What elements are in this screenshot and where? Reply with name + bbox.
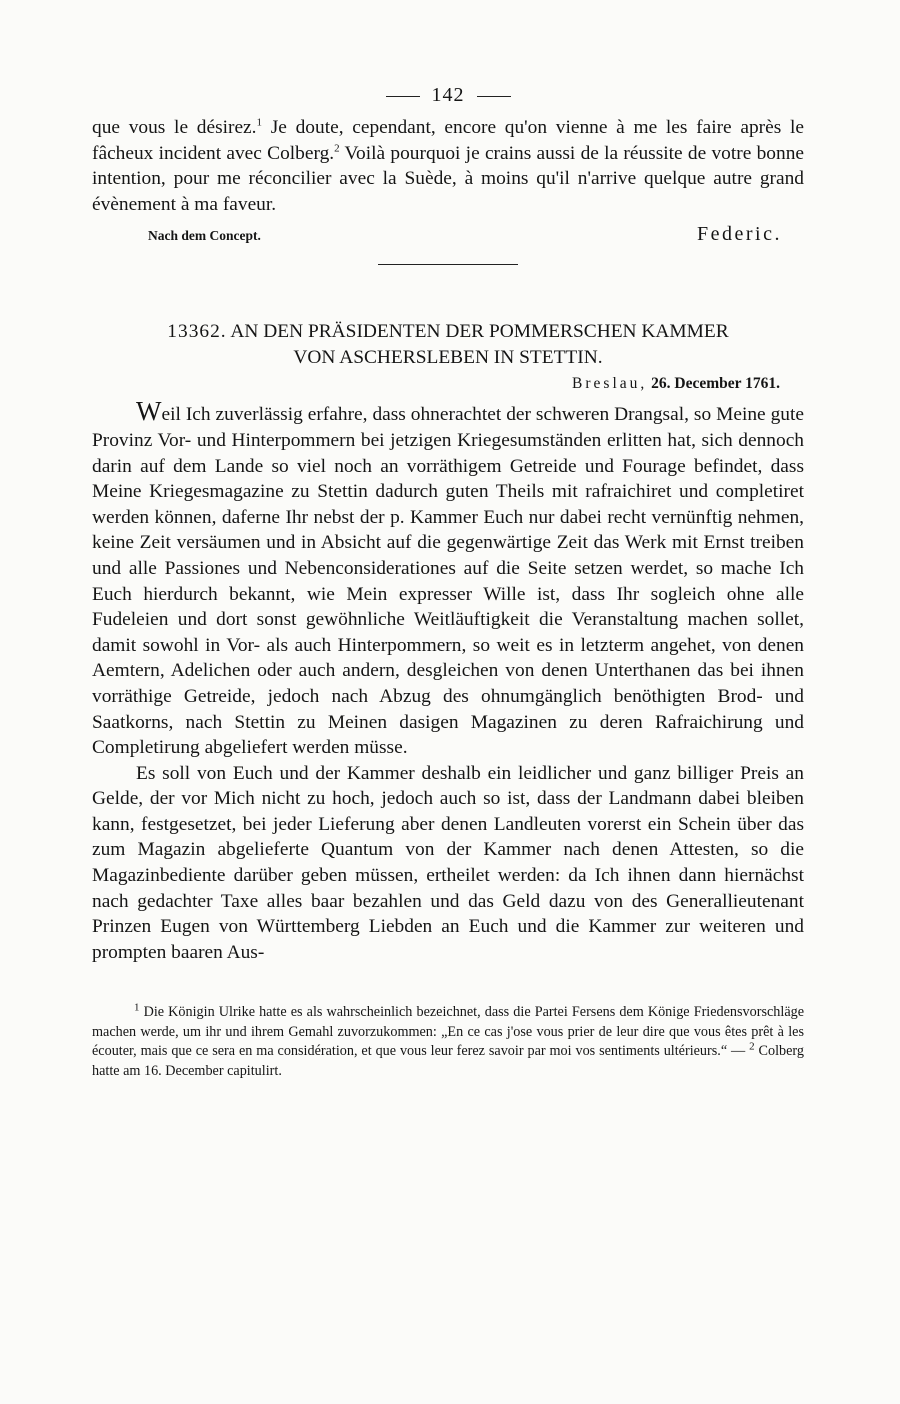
carryover-text-end: Voilà pourquoi je crains aussi de la réussite de votre bonne intention, pour me réconcilier avec la Suède, à moins qu'il n'arrive quelque autre grand évènement à ma faveur. xyxy=(92,142,804,215)
footnote-ref-1: 1 xyxy=(256,116,263,129)
document-page xyxy=(92,84,804,1081)
letter-number: 13362. xyxy=(167,321,227,343)
letter-paragraph-2: Es soll von Euch und der Kammer deshalb ein leidlicher und ganz billiger Preis an Gelde, der vor Mich nicht zu hoch, jedoch auch so ist, dass der Landmann dabei bleiben kann, festgesetzet, bei jeder Lieferung aber denen Landleuten vorerst ein Schein über das zum Magazin abgelieferte Quantum von der Kammer nach denen Attesten, so die Magazinbediente darüber geben müssen, ertheilet werden: da Ich ihnen dann hiernächst nach gedachter Taxe alles baar bezahlen und das Geld dazu von des Generallieutenant Prinzen Eugen von Württemberg Liebden an Euch und die Kammer zur weiteren und prompten baaren Aus- xyxy=(92,762,804,963)
footnote-2-mark: 2 xyxy=(749,1040,755,1053)
letter-heading xyxy=(92,319,804,371)
letter-heading-line1 xyxy=(92,319,804,345)
letter-heading-title-1: AN DEN PRÄSIDENTEN DER POMMERSCHEN KAMMER xyxy=(230,321,729,343)
carryover-text-start: que vous le désirez. xyxy=(92,117,257,138)
letter-heading-title-2: VON ASCHERSLEBEN IN STETTIN. xyxy=(293,347,603,369)
letter-place: Breslau, xyxy=(572,375,648,393)
letter-date: 26. December 1761. xyxy=(651,375,780,393)
section-separator xyxy=(378,264,518,265)
page-number-line xyxy=(92,84,804,107)
initial-letter: W xyxy=(136,396,162,427)
letter-paragraph-1-text: eil Ich zuverlässig erfahre, dass ohnerachtet der schweren Drangsal, so Meine gute Provinz Vor- und Hinterpommern bei jetzigen Kriegesumständen erlitten hat, sich dennoch darin auf dem Lande so viel noch an vorräthigem Getreide und Fourage befindet, dass Meine Kriegesmagazine zu Stettin dadurch guten Theils mit rafraichiret und completiret werden können, daferne Ihr nebst der p. Kammer Euch nur dabei recht vernünftig nehmen, keine Zeit versäumen und in Absicht auf die gegenwärtige Zeit das Werk mit Ernst treiben und alle Passiones und Nebenconsiderationes auf die Seite setzen werdet, so mache Ich Euch hierdurch bekannt, wie Mein expresser Wille ist, dass Ihr sogleich ohne alle Fudeleien und dort sonst gewöhnliche Weitläuftigkeit die Veranstaltung machen sollet, damit sowohl in Vor- als auch Hinterpommern, so weit es in letzterm angehet, von denen Aemtern, Adelichen oder auch andern, desgleichen von denen Unterthanen das bei ihnen vorräthige Getreide, jedoch nach Abzug des ohnumgänglich benöthigten Brod- und Saatkorns, nach Stettin zu Meinen dasigen Magazinen zu deren Rafraichirung und Completirung abgeliefert werden müsse. xyxy=(92,404,804,759)
source-signature-row xyxy=(92,223,804,246)
footnote-2-text: Colberg hatte am 16. December capitulirt. xyxy=(92,1043,804,1079)
page-number-dash-left xyxy=(386,96,420,97)
footnote-ref-2: 2 xyxy=(334,142,340,155)
signature: Federic. xyxy=(697,223,782,246)
carryover-paragraph xyxy=(92,115,804,217)
footnote-paragraph xyxy=(92,1003,804,1081)
page-number: 142 xyxy=(431,84,465,106)
footnotes xyxy=(92,1003,804,1081)
letter-paragraph-1 xyxy=(92,396,804,760)
footnote-1-mark: 1 xyxy=(134,1001,140,1014)
place-date-line xyxy=(92,375,780,393)
carryover-text-middle: Je doute, cependant, encore qu'on vienne à me les faire après le fâcheux incident avec Colberg. xyxy=(92,117,804,164)
page-number-dash-right xyxy=(477,96,511,97)
footnote-1-text: Die Königin Ulrike hatte es als wahrscheinlich bezeichnet, dass die Partei Fersens dem Könige Friedensvorschläge machen werde, um ihr und ihrem Gemahl zuvorzukommen: „En ce cas j'ose vous prier de leur dire que vous êtes prêt à les écouter, mais que ce sera en ma considération, et que vous leur ferez savoir par moi vos sentiments ultérieurs.“ — xyxy=(92,1004,805,1060)
source-note: Nach dem Concept. xyxy=(148,228,261,244)
